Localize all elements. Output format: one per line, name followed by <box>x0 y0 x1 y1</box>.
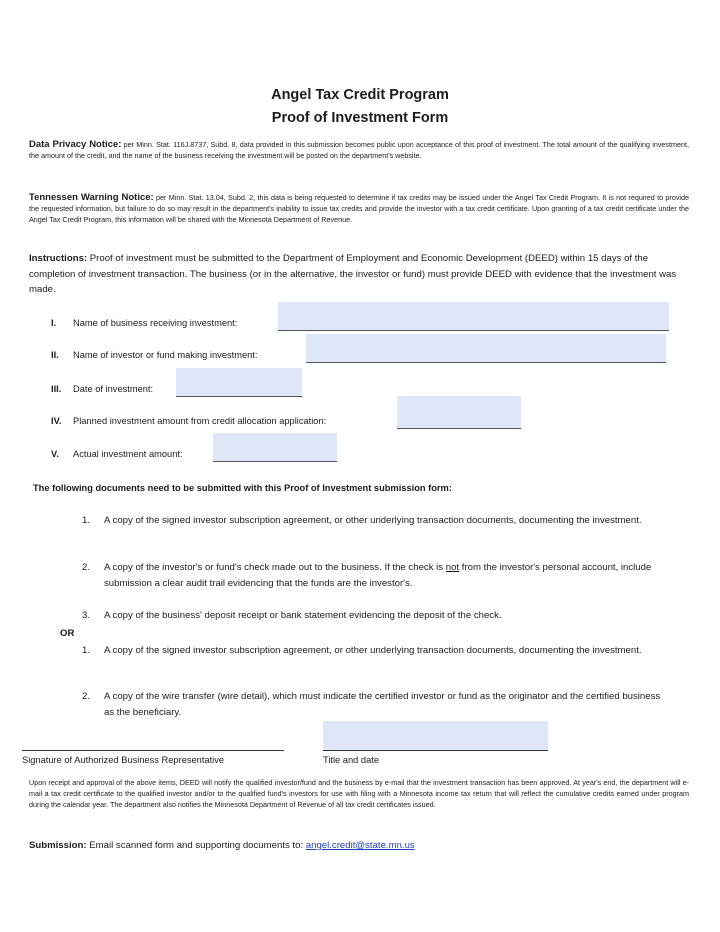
tennessen-warning-label: Tennessen Warning Notice: <box>29 192 154 203</box>
signature-line[interactable] <box>22 750 284 751</box>
title-date-label: Title and date <box>323 755 379 765</box>
or-label: OR <box>60 628 75 639</box>
document-text: A copy of the business' deposit receipt or bank statement evidencing the deposit of the check. <box>104 610 502 621</box>
investor-name-input[interactable] <box>306 334 666 363</box>
submission-email-link[interactable]: angel.credit@state.mn.us <box>305 840 415 851</box>
planned-amount-input[interactable] <box>397 396 521 429</box>
form-title: Angel Tax Credit Program <box>271 87 449 103</box>
document-text-after: from the investor's personal account, include submission a clear audit trail evidencing that the funds are the investor's. <box>104 562 652 589</box>
title-date-line <box>323 750 548 751</box>
instructions <box>29 251 689 298</box>
documents-heading: The following documents need to be submitted with this Proof of Investment submission form: <box>33 483 452 493</box>
field-planned-amount <box>51 413 671 429</box>
field-label: Name of investor or fund making investment: <box>73 350 258 360</box>
tennessen-warning-text: per Minn. Stat. 13.04, Subd. 2, this data is being requested to determine if tax credits may be issued under the Angel Tax Credit Program. It is not required to provide the requested information, but failure to do so may result in the department's inability to issue tax credits and provide the investor with a tax credit certificate. Upon granting of a tax credit certificate under the Angel Tax Credit Program, this information will be shared with the Minnesota Department of Revenue. <box>29 193 690 224</box>
title-date-field[interactable] <box>323 721 548 751</box>
submission-label: Submission: <box>29 840 87 851</box>
privacy-notice <box>29 139 689 161</box>
document-text: A copy of the signed investor subscription agreement, or other underlying transaction documents, documenting the investment. <box>104 645 642 656</box>
document-text: A copy of the wire transfer (wire detail), which must indicate the certified investor or fund as the originator and the certified business as the beneficiary. <box>104 691 661 718</box>
document-number: 2. <box>82 562 91 573</box>
field-number: II. <box>51 350 59 360</box>
field-business-name <box>51 315 671 331</box>
field-label: Actual investment amount: <box>73 449 183 459</box>
signature-label: Signature of Authorized Business Representative <box>22 755 225 765</box>
actual-amount-input[interactable] <box>213 433 337 462</box>
document-number: 2. <box>82 691 91 702</box>
tennessen-warning <box>29 192 689 225</box>
privacy-notice-label: Data Privacy Notice: <box>29 139 122 150</box>
business-name-input[interactable] <box>278 302 669 331</box>
field-number: I. <box>51 318 57 328</box>
instructions-label: Instructions: <box>29 253 88 264</box>
footer-note: Upon receipt and approval of the above items, DEED will notify the qualified investor/fund and the business by e-mail that the investment transaction has been approved. At year's end, the department will e-mail a tax credit certificate to the qualified investor and/or to the qualified fund's investors for use with filing with a Minnesota income tax return that will reflect the cumulative credits earned under program during the calendar year. The department also notifies the Minnesota Department of Revenue of all tax credit certificates issued. <box>29 778 689 809</box>
field-label: Date of investment: <box>73 384 154 394</box>
instructions-text: Proof of investment must be submitted to the Department of Employment and Economic Development (DEED) within 15 days of the completion of investment transaction. The business (or in the alternative, the investor or fund) must provide DEED with evidence that the investment was made. <box>29 253 677 295</box>
document-text: A copy of the signed investor subscription agreement, or other underlying transaction documents, documenting the investment. <box>104 515 642 526</box>
document-text <box>104 560 664 592</box>
field-investment-date <box>51 381 671 397</box>
document-number: 3. <box>82 610 91 621</box>
field-number: V. <box>51 449 59 459</box>
field-actual-amount <box>51 446 671 462</box>
document-number: 1. <box>82 515 91 526</box>
field-number: IV. <box>51 416 62 426</box>
document-text-emphasis: not <box>445 562 460 573</box>
submission-text: Email scanned form and supporting documents to: <box>89 840 304 851</box>
field-number: III. <box>51 384 62 394</box>
field-label: Planned investment amount from credit allocation application: <box>73 416 327 426</box>
document-text-before: A copy of the investor's or fund's check made out to the business. If the check is <box>104 562 446 573</box>
investment-date-input[interactable] <box>176 368 302 397</box>
form-subtitle: Proof of Investment Form <box>271 110 449 126</box>
submission-line <box>29 838 689 854</box>
privacy-notice-text: per Minn. Stat. 116J.8737, Subd. 8, data provided in this submission becomes public upon acceptance of this proof of investment. The total amount of the qualifying investment, the amount of the credit, and the name of the business receiving the investment will be posted on the department's website. <box>29 140 690 160</box>
document-number: 1. <box>82 645 91 656</box>
field-investor-name <box>51 347 671 363</box>
field-label: Name of business receiving investment: <box>73 318 238 328</box>
